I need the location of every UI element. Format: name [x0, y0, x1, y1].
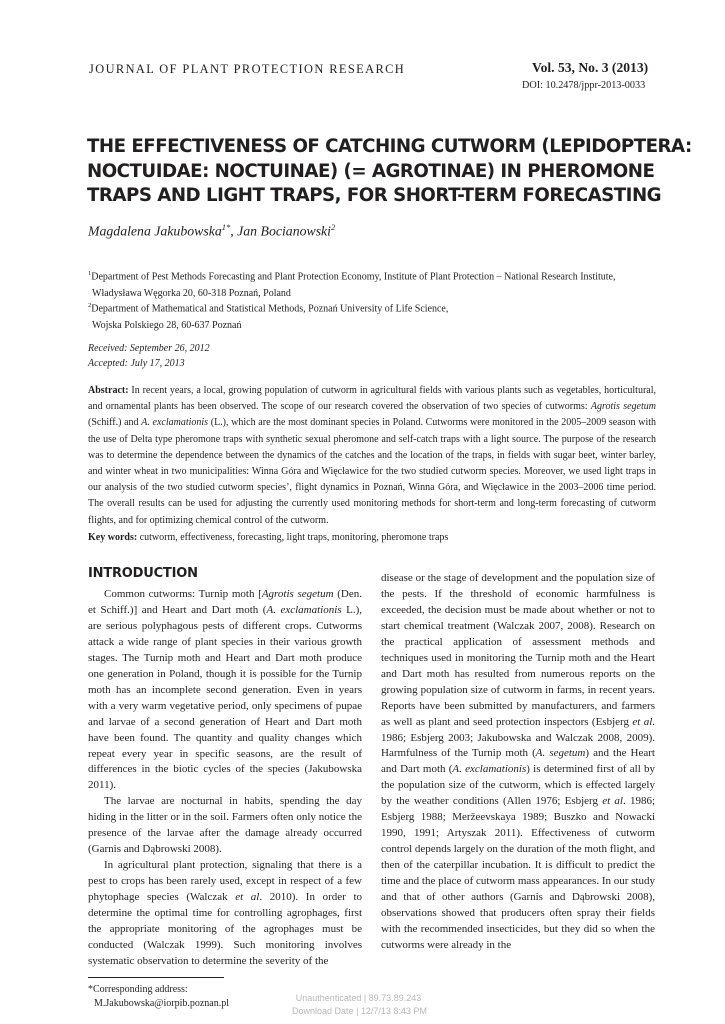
text-column-right — [381, 571, 655, 954]
corresponding-email: M.Jakubowska@iorpib.poznan.pl — [94, 998, 230, 1009]
author-name: Jan Bocianowski — [237, 223, 332, 239]
paper-title — [87, 135, 692, 209]
abstract-text: In recent years, a local, growing population of cutworm in agricultural fields with various plants such as vegetables, horticultural, and ornamental plants has been observed. The scope of our research covered the observation of two species of cutworms: — [88, 385, 656, 413]
doi: DOI: 10.2478/jppr-2013-0033 — [522, 80, 646, 91]
affiliation — [88, 298, 448, 334]
affiliation-line: Władysława Węgorka 20, 60-318 Poznań, Poland — [92, 287, 291, 299]
paragraph: The larvae are nocturnal in habits, spending the day hiding in the litter or in the soil. Farmers often only notice the presence of the larvae after the damage already occurred (Garnis and Dąbrowski 2008). — [88, 795, 362, 856]
footnote-divider — [88, 977, 224, 978]
text-run: . 2010). In order to determine the optimal time for controlling agrophages, first the appropriate monitoring of the agrophages must be conducted (Walczak 1999). Such monitoring involves systematic observation to determine the severity of the — [88, 891, 362, 967]
abstract-label: Abstract: — [88, 385, 129, 396]
species-name: A. exclamationis — [452, 763, 527, 776]
text-run: et al — [602, 795, 623, 808]
species-name: A. exclamationis — [141, 417, 209, 429]
title-line: TRAPS AND LIGHT TRAPS, FOR SHORT-TERM FORECASTING — [87, 185, 662, 206]
volume-issue: Vol. 53, No. 3 (2013) — [532, 60, 649, 75]
keywords-text: cutworm, effectiveness, forecasting, light traps, monitoring, pheromone traps — [137, 532, 449, 543]
accepted-date: Accepted: July 17, 2013 — [88, 358, 185, 369]
text-run: ) is determined first of all by the population size of the cutworm, which is effected largely by the weather conditions (Allen 1976; Esbjerg — [381, 763, 656, 808]
received-date: Received: September 26, 2012 — [88, 343, 210, 354]
text-run: et al — [235, 891, 260, 904]
abstract — [88, 383, 656, 529]
text-run: disease or the stage of development and the population size of the pests. If the threshold of economic harmfulness is exceeded, the decision must be made about whether or not to start chemical treatment (Walczak 2007, 2008). Research on the practical application of assessment methods and techniques used in monitoring the Turnip moth and the Heart and Dart moth has resulted from numerous reports on the growing population size of cutworm in farms, in recent years. Reports have been submitted by manufacturers, and farmers as well as plant and seed protection inspectors (Esbjerg — [381, 572, 655, 728]
species-name: Agrotis segetum — [261, 588, 334, 600]
text-run: In agricultural plant protection, signaling that there is a pest to crops has been rarely used, except in respect of a few phytophage species (Walczak — [88, 859, 362, 904]
keywords — [88, 530, 656, 546]
access-watermark: Unauthenticated | 89.73.89.243 — [295, 993, 422, 1003]
affiliation-mark: 1 — [88, 270, 92, 277]
title-line: THE EFFECTIVENESS OF CATCHING CUTWORM (LEPIDOPTERA: — [87, 136, 692, 157]
text-run: . 1986; Esbjerg 1988; Meržeevskaya 1989; Buszko and Nowacki 1990, 1991; Artyszak 2011). Effectiveness of cutworm control depends largely on the duration of the moth flight, and then of the caterpillar incubation. It is difficult to predict the time and the place of cutworm mass appearances. In our study and that of other authors (Garnis and Dąbrowski 2008), observations showed that producers often spray their fields with the recommended insecticides, but they did so when the cutworms were already in the — [381, 795, 656, 951]
abstract-text: (L.), which are the most dominant species in Poland. Cutworms were monitored in the 2005–2009 season with the use of Delta type pheromone traps with synthetic sexual pheromone and self-catch traps with a light source. The purpose of the research was to determine the dependence between the dynamics of the catches and the location of the traps, in fields with sugar beet, winter barley, and winter wheat in two municipalities: Winna Góra and Więcławice for the two studied cutworm species. Moreover, we used light traps in our analysis of the two studied cutworm species’, flight dynamics in Poznań, Winna Góra, and Więcławice in the 2003–2006 time period. The overall results can be used for adjusting the currently used monitoring methods for short-term and long-term forecasting of cutworm flights, and for optimizing chemical control of the cutworm. — [88, 417, 657, 526]
affiliation-line: Wojska Polskiego 28, 60-637 Poznań — [92, 319, 242, 331]
download-date-watermark: Download Date | 12/7/13 8:43 PM — [292, 1006, 427, 1016]
footnote-label: *Corresponding address: — [88, 984, 188, 995]
paragraph — [88, 858, 362, 970]
affiliation-line: Department of Mathematical and Statistical Methods, Poznań University of Life Science, — [91, 303, 449, 315]
paragraph — [381, 571, 655, 954]
text-run: et al — [632, 715, 653, 728]
species-name: Agrotis segetum — [590, 401, 656, 413]
author-list — [88, 222, 335, 240]
affiliation — [88, 266, 616, 302]
title-line: NOCTUIDAE: NOCTUINAE) (= AGROTINAE) IN PHEROMONE — [87, 160, 655, 182]
species-name: A. exclamationis — [266, 603, 342, 616]
keywords-label: Key words: — [88, 532, 138, 543]
text-run: (Den. et Schiff.)] and Heart and Dart moth ( — [88, 588, 362, 616]
author-separator: , — [230, 223, 238, 239]
section-heading: INTRODUCTION — [88, 566, 198, 581]
paragraph — [88, 587, 362, 794]
text-column-left — [88, 587, 362, 970]
text-run: ) and the Heart and Dart moth ( — [381, 747, 655, 776]
text-run: Common cutworms: Turnip moth [ — [104, 588, 262, 600]
affiliation-mark: 2 — [88, 302, 92, 309]
affiliation-line: Department of Pest Methods Forecasting and Plant Protection Economy, Institute of Plant Protection – National Research Institute, — [91, 271, 616, 283]
author-name: Magdalena Jakubowska — [88, 223, 222, 239]
species-name: A. segetum — [535, 747, 586, 760]
author-affiliation-mark: 1* — [221, 222, 231, 232]
text-run: L.), are serious polyphagous pests of different crops. Cutworms attack a wide range of plant species in their various growth stages. The Turnip moth and Heart and Dart moth produce one generation in Poland, though it is possible for the Turnip moth has an incomplete second generation. Even in years with a very warm vegetative period, only specimens of pupae and larvae of a second generation of Heart and Dart moth have been found. The quantity and quality changes which repeat every year in specific seasons, are the result of differences in the biotic cycles of the species (Jakubowska 2011). — [88, 603, 362, 792]
abstract-text: (Schiff.) and — [88, 417, 142, 429]
journal-name: JOURNAL OF PLANT PROTECTION RESEARCH — [89, 62, 406, 76]
text-run: . 1986; Esbjerg 2003; Jakubowska and Walczak 2008, 2009). Harmfulness of the Turnip moth ( — [381, 715, 655, 760]
author-affiliation-mark: 2 — [331, 222, 336, 232]
